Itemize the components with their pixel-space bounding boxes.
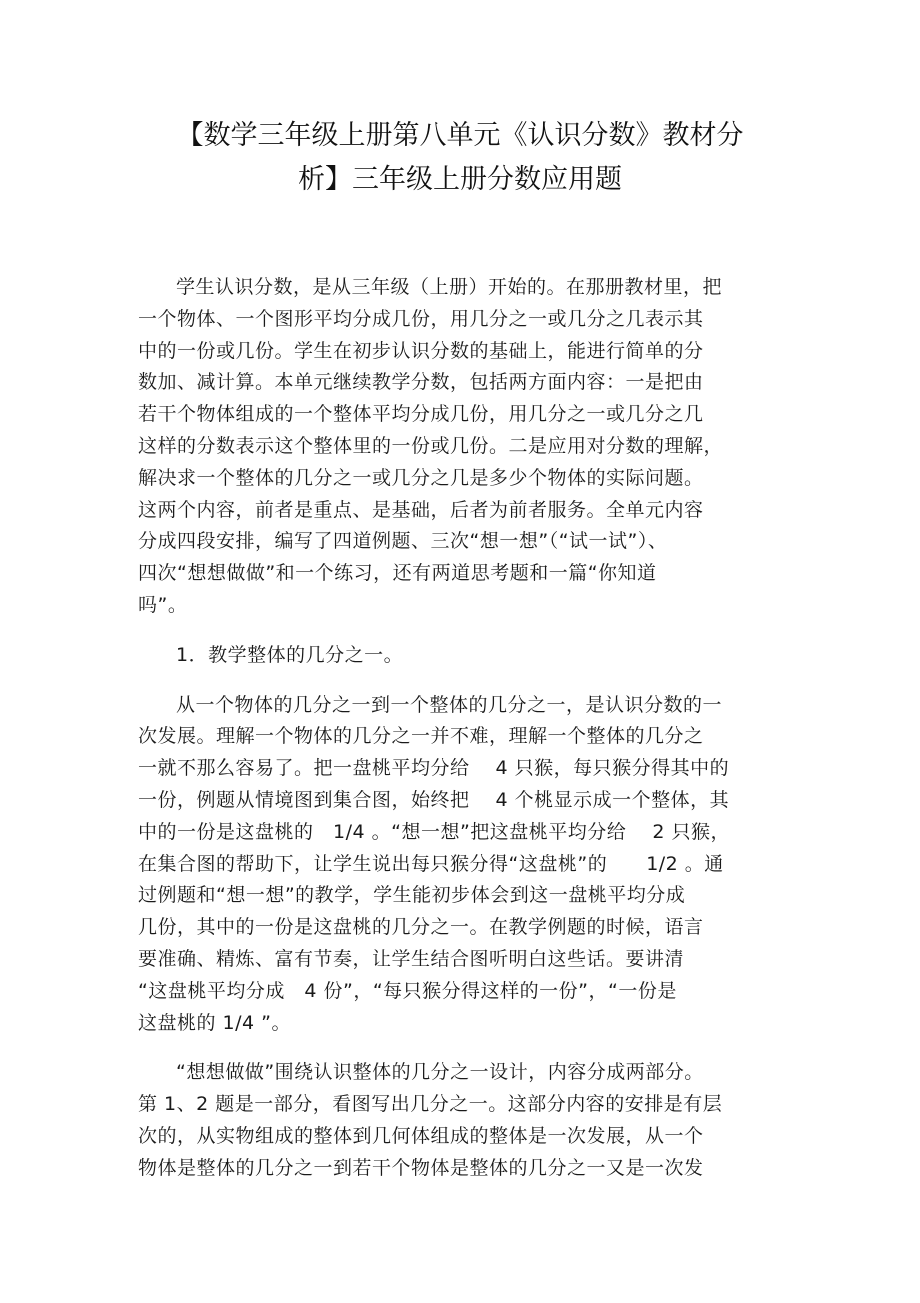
text-line: 1．教学整体的几分之一。 [176, 643, 404, 666]
text-line: 要准确、精炼、富有节奏，让学生结合图听明白这些话。要讲清 [138, 947, 685, 970]
paragraph-example [138, 690, 778, 1040]
text-line: “这盘桃平均分成 4 份”，“每只猴分得这样的一份”，“一份是 [138, 979, 677, 1002]
text-line: 吗”。 [138, 593, 188, 616]
text-line: 几份，其中的一份是这盘桃的几分之一。在教学例题的时候，语言 [138, 916, 704, 939]
text-line: 一就不那么容易了。把一盘桃平均分给 4 只猴，每只猴分得其中的 [138, 757, 730, 780]
text-line: “想想做做”围绕认识整体的几分之一设计，内容分成两部分。 [176, 1061, 704, 1084]
text-line: 中的一份或几份。学生在初步认识分数的基础上，能进行简单的分 [138, 339, 704, 362]
text-line: 数加、减计算。本单元继续教学分数，包括两方面内容：一是把由 [138, 371, 704, 394]
text-line: 一个物体、一个图形平均分成几份，用几分之一或几分之几表示其 [138, 307, 704, 330]
title-line-1: 【数学三年级上册第八单元《认识分数》教材分 [176, 120, 744, 151]
section-heading-1 [138, 640, 778, 672]
text-line: 次的，从实物组成的整体到几何体组成的整体是一次发展，从一个 [138, 1124, 704, 1147]
document-body [138, 272, 778, 1185]
paragraph-practice [138, 1057, 778, 1184]
text-line: 这样的分数表示这个整体里的一份或几份。二是应用对分数的理解， [138, 434, 724, 457]
text-line: 在集合图的帮助下，让学生说出每只猴分得“这盘桃”的 1/2 。通 [138, 852, 724, 875]
text-line: 解决求一个整体的几分之一或几分之几是多少个物体的实际问题。 [138, 466, 704, 489]
text-line: 第 1、2 题是一部分，看图写出几分之一。这部分内容的安排是有层 [138, 1093, 723, 1116]
title-line-2: 析】三年级上册分数应用题 [298, 164, 622, 195]
text-line: 一份，例题从情境图到集合图，始终把 4 个桃显示成一个整体，其 [138, 788, 730, 811]
text-line: 若干个物体组成的一个整体平均分成几份，用几分之一或几分之几 [138, 403, 704, 426]
paragraph-gap [138, 672, 778, 690]
text-line: 中的一份是这盘桃的 1/4 。“想一想”把这盘桃平均分给 2 只猴， [138, 820, 730, 843]
text-line: 过例题和“想一想”的教学，学生能初步体会到这一盘桃平均分成 [138, 884, 686, 907]
text-line: 学生认识分数，是从三年级（上册）开始的。在那册教材里，把 [176, 276, 723, 298]
text-line: 这盘桃的 1/4 ”。 [138, 1011, 292, 1034]
text-line: 这两个内容，前者是重点、是基础，后者为前者服务。全单元内容 [138, 498, 704, 521]
text-line: 次发展。理解一个物体的几分之一并不难，理解一个整体的几分之 [138, 725, 704, 748]
text-line: 从一个物体的几分之一到一个整体的几分之一，是认识分数的一 [176, 693, 723, 716]
paragraph-gap [138, 622, 778, 640]
paragraph-gap [138, 1039, 778, 1057]
text-line: 分成四段安排，编写了四道例题、三次“想一想”（“试一试”）、 [138, 530, 668, 553]
paragraph-intro [138, 272, 778, 622]
text-line: 四次“想想做做”和一个练习，还有两道思考题和一篇“你知道 [138, 562, 657, 585]
text-line: 物体是整体的几分之一到若干个物体是整体的几分之一又是一次发 [138, 1156, 704, 1179]
document-title [150, 114, 770, 202]
